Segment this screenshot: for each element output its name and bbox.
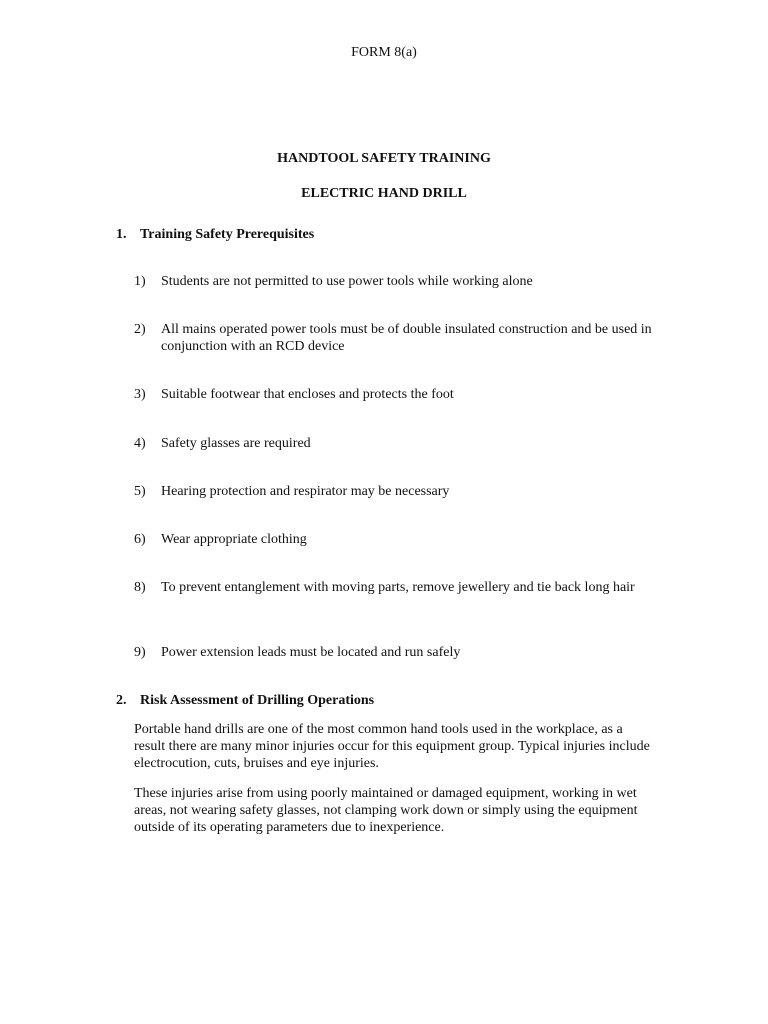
list-item: [134, 644, 654, 661]
list-item-text: To prevent entanglement with moving parts, remove jewellery and tie back long hair: [161, 580, 635, 595]
document-title: HANDTOOL SAFETY TRAINING: [277, 151, 491, 166]
section-2-heading: [116, 692, 374, 709]
list-item: [134, 273, 654, 290]
list-item-text: Hearing protection and respirator may be necessary: [161, 484, 450, 499]
list-item-text: Students are not permitted to use power tools while working alone: [161, 274, 533, 289]
section-1-heading: [116, 226, 314, 243]
list-item: [134, 483, 654, 500]
section-2-title: Risk Assessment of Drilling Operations: [140, 693, 375, 708]
list-item-text: Safety glasses are required: [161, 436, 311, 451]
paragraph: These injuries arise from using poorly maintained or damaged equipment, working in wet areas, not wearing safety glasses, not clamping work down or simply using the equipment outside of its operating parameters due to inexperience.: [134, 786, 638, 835]
list-item-text: Wear appropriate clothing: [161, 532, 307, 547]
list-item-text: Suitable footwear that encloses and protects the foot: [161, 387, 454, 402]
form-label: FORM 8(a): [351, 45, 417, 60]
list-item-number: 2): [134, 322, 146, 337]
document-subtitle: ELECTRIC HAND DRILL: [301, 186, 467, 201]
list-item-text: Power extension leads must be located and run safely: [161, 645, 461, 660]
list-item-number: 5): [134, 484, 146, 499]
list-item-number: 4): [134, 436, 146, 451]
list-item-number: 1): [134, 274, 146, 289]
list-item: [134, 579, 654, 596]
list-item: [134, 531, 654, 548]
list-item-text: All mains operated power tools must be of double insulated construction and be used in conjunction with an RCD device: [161, 322, 652, 354]
section-1-title: Training Safety Prerequisites: [140, 227, 315, 242]
section-1-number: 1.: [116, 227, 127, 242]
section-2-number: 2.: [116, 693, 127, 708]
list-item-number: 6): [134, 532, 146, 547]
list-item: [134, 435, 654, 452]
paragraph: Portable hand drills are one of the most common hand tools used in the workplace, as a result there are many minor injuries occur for this equipment group. Typical injuries include electrocution, cuts, bruises and eye injuries.: [134, 722, 650, 771]
list-item-number: 9): [134, 645, 146, 660]
list-item-number: 8): [134, 580, 146, 595]
list-item-number: 3): [134, 387, 146, 402]
list-item: [134, 321, 654, 355]
list-item: [134, 386, 654, 403]
